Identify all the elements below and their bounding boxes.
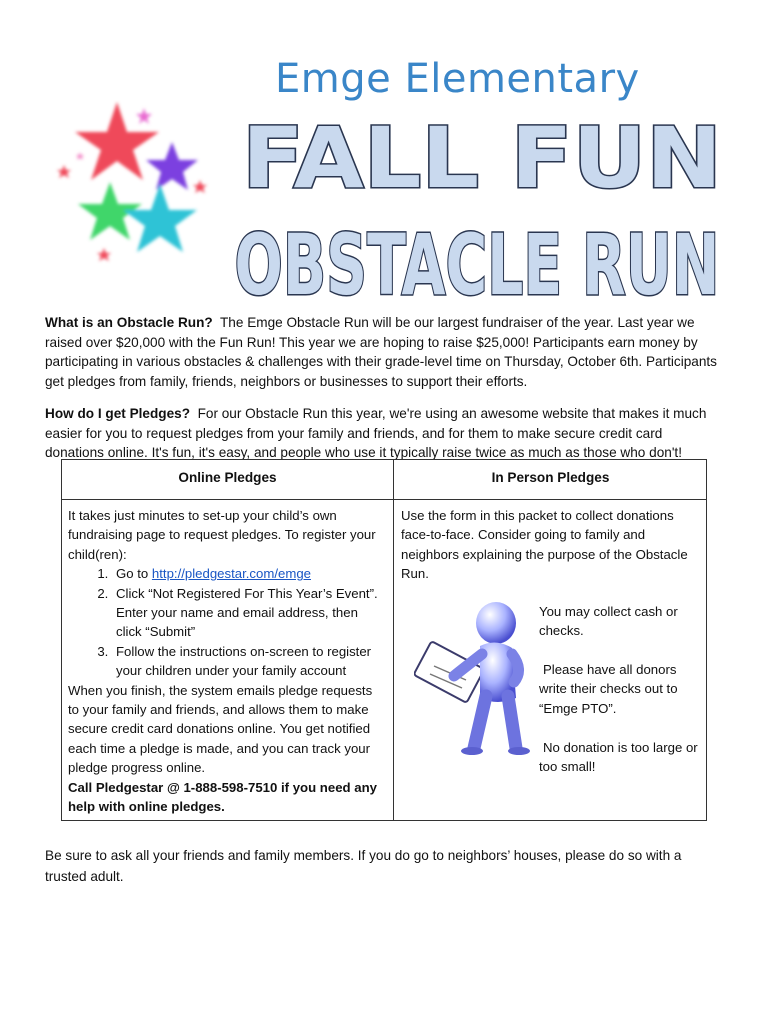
small-star-icon: [97, 248, 111, 261]
school-title: Emge Elementary: [275, 56, 640, 102]
note-checks-payable: Please have all donors write their checks out to “Emge PTO”.: [539, 662, 678, 716]
red-star-icon: [75, 102, 159, 180]
online-after-text: When you finish, the system emails pledge requests to your family and friends, and allows them to make secure credit card donations online. You get notified each time a pledge is made, and you can track your pledge progress online.: [68, 682, 373, 776]
fall-fun-obstacle-run-title: [232, 102, 732, 312]
in-person-pledges-header: In Person Pledges: [491, 470, 610, 485]
how-pledges-paragraph: [45, 404, 725, 463]
note-any-amount: No donation is too large or too small!: [539, 740, 698, 775]
small-star-icon: [76, 152, 84, 160]
closing-paragraph: Be sure to ask all your friends and family members. If you do go to neighbors’ houses, please do so with a trusted adult.: [45, 848, 682, 884]
table-column-divider: [393, 460, 394, 820]
table-header-divider: [62, 499, 706, 500]
registration-steps: [68, 564, 386, 680]
note-cash-checks: You may collect cash or checks.: [539, 604, 678, 639]
how-pledges-text: For our Obstacle Run this year, we're using an awesome website that makes it much easier for you to request pledges from your family and friends, and for them to make secure credit card donations online. It's fun, it's easy, and people who use it typically raise twice as much as those who don't!: [45, 406, 707, 461]
small-star-icon: [193, 180, 207, 193]
pledgestar-link[interactable]: http://pledgestar.com/emge: [151, 566, 311, 582]
online-pledges-header: Online Pledges: [178, 470, 277, 485]
step-1-prefix: Go to: [116, 566, 152, 582]
step-1: [112, 564, 386, 583]
figure-with-clipboard-icon: [414, 598, 544, 758]
stars-icon: [52, 100, 222, 270]
small-star-icon: [136, 108, 152, 124]
call-pledgestar-text: Call Pledgestar @ 1-888-598-7510 if you need any help with online pledges.: [68, 779, 377, 815]
what-is-heading: What is an Obstacle Run?: [45, 315, 213, 330]
step-3: 3. Follow the instructions on-screen to register your children under your family account: [112, 642, 386, 681]
small-star-icon: [57, 165, 71, 178]
title-line-2: OBSTACLE RUN: [234, 216, 720, 312]
online-pledges-cell: [68, 506, 386, 817]
what-is-text: The Emge Obstacle Run will be our largest fundraiser of the year. Last year we raised over $20,000 with the Fun Run! This year we are hoping to raise $25,000! Participants earn money by participating in various obstacles & challenges with their grade-level time on Thursday, October 6th. Participants get pledges from family, friends, neighbors or businesses to support their efforts.: [45, 315, 717, 389]
how-pledges-heading: How do I get Pledges?: [45, 406, 191, 421]
step-2: 2. Click “Not Registered For This Year’s Event”. Enter your name and email address, then click “Submit”: [112, 584, 386, 642]
in-person-intro: Use the form in this packet to collect donations face-to-face. Consider going to family and neighbors explaining the purpose of the Obstacle Run.: [401, 508, 688, 582]
title-line-1: FALL FUN: [242, 109, 722, 207]
purple-star-icon: [146, 142, 198, 190]
online-intro: It takes just minutes to set-up your child’s own fundraising page to request pledges. To register your child(ren):: [68, 508, 376, 562]
pledge-table: [61, 459, 707, 821]
what-is-paragraph: [45, 313, 725, 391]
cyan-star-icon: [123, 184, 197, 252]
